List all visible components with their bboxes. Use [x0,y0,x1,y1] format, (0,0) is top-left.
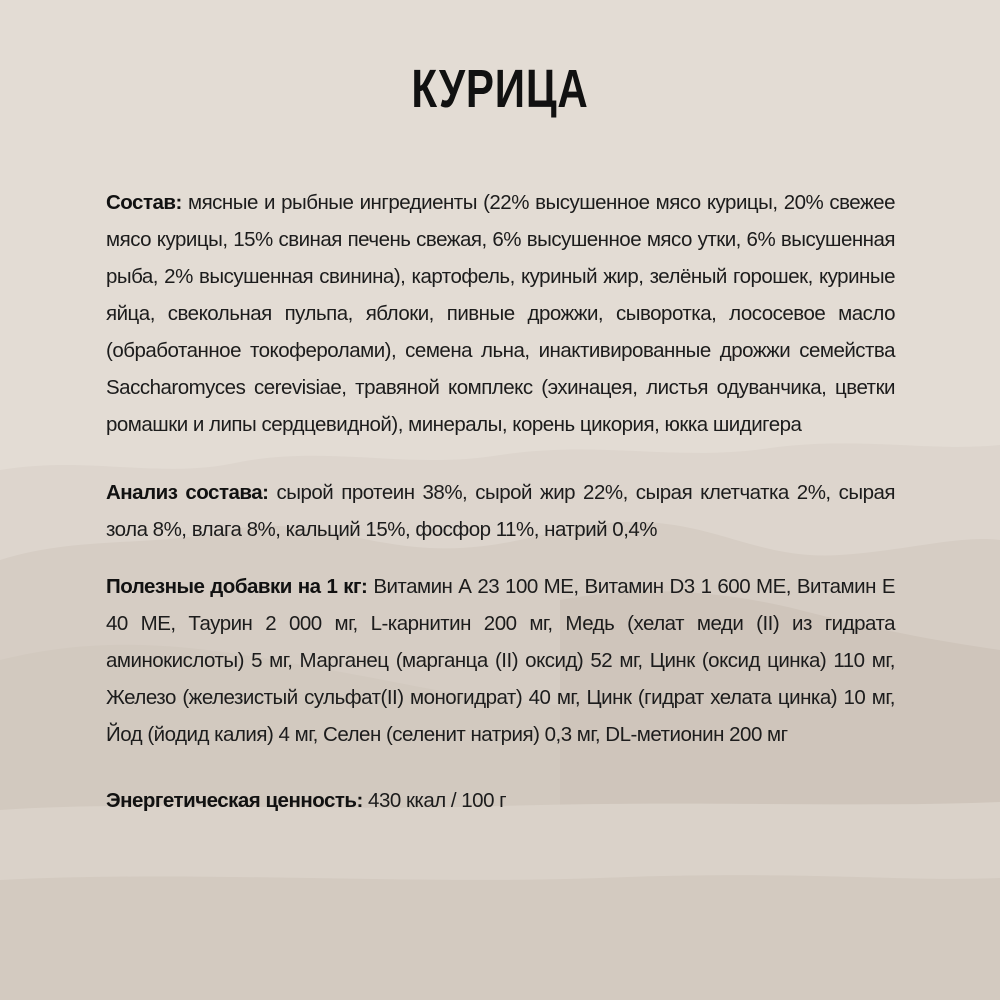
energy-text: 430 ккал / 100 г [368,789,507,812]
analysis-section [106,474,895,548]
composition-label: Состав: [106,191,182,214]
energy-section [106,782,895,819]
composition-text: мясные и рыбные ингредиенты (22% высушенное мясо курицы, 20% свежее мясо курицы, 15% свиная печень свежая, 6% высушенное мясо утки, 6% высушенная рыба, 2% высушенная свинина), картофель, куриный жир, зелёный горошек, куриные яйца, свекольная пульпа, яблоки, пивные дрожжи, сыворотка, лососевое масло (обработанное токоферолами), семена льна, инактивированные дрожжи семейства Saccharomyces cerevisiae, травяной комплекс (эхинацея, листья одуванчика, цветки ромашки и липы сердцевидной), минералы, корень цикория, юкка шидигера [106,191,895,436]
page-title: КУРИЦА [411,59,589,119]
additives-section [106,568,895,753]
additives-text: Витамин А 23 100 МЕ, Витамин D3 1 600 МЕ, Витамин Е 40 МЕ, Таурин 2 000 мг, L-карнитин 200 мг, Медь (хелат меди (II) из гидрата аминокислоты) 5 мг, Марганец (марганца (II) оксид) 52 мг, Цинк (оксид цинка) 110 мг, Железо (железистый сульфат(II) моногидрат) 40 мг, Цинк (гидрат хелата цинка) 10 мг, Йод (йодид калия) 4 мг, Селен (селенит натрия) 0,3 мг, DL-метионин 200 мг [106,575,895,746]
analysis-text: сырой протеин 38%, сырой жир 22%, сырая клетчатка 2%, сырая зола 8%, влага 8%, кальций 15%, фосфор 11%, натрий 0,4% [106,481,896,541]
energy-label: Энергетическая ценность: [106,789,363,812]
composition-section [106,184,895,443]
analysis-label: Анализ состава: [106,481,269,504]
additives-label: Полезные добавки на 1 кг: [106,575,368,598]
